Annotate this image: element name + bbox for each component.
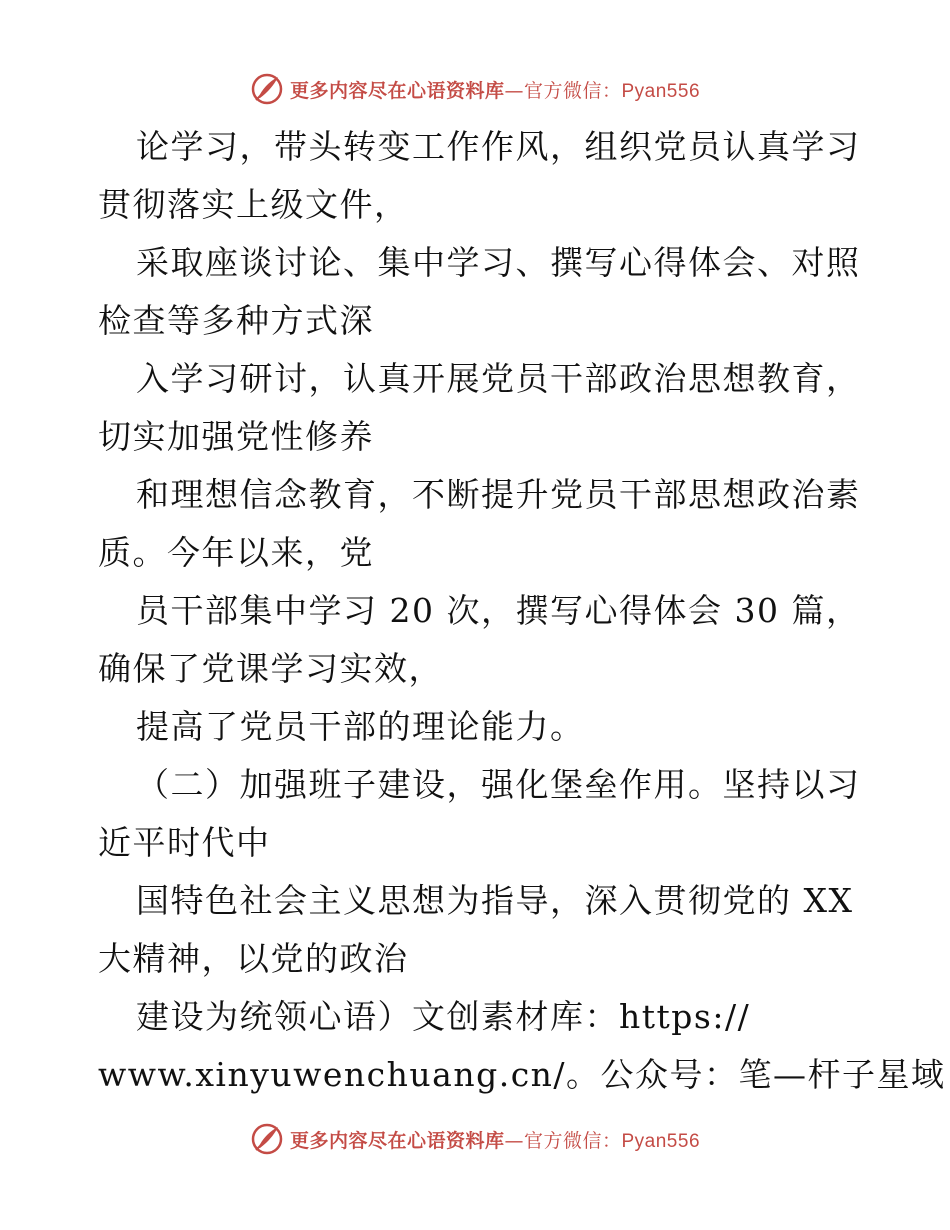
text-line: 员干部集中学习 20 次，撰写心得体会 30 篇， bbox=[136, 591, 861, 630]
text-line: 采取座谈讨论、集中学习、撰写心得体会、对照 bbox=[136, 243, 861, 282]
text-line: 提高了党员干部的理论能力。 bbox=[136, 707, 585, 746]
text-line: 和理想信念教育，不断提升党员干部思想政治素 bbox=[136, 475, 861, 514]
text-line: 建设为统领心语）文创素材库：https:// bbox=[136, 997, 751, 1036]
text-line: 国特色社会主义思想为指导，深入贯彻党的 XX bbox=[136, 881, 854, 920]
text-line: 入学习研讨，认真开展党员干部政治思想教育， bbox=[136, 359, 861, 398]
section-heading-line: （二）加强班子建设，强化堡垒作用。坚持以习 bbox=[136, 765, 861, 804]
text-line: 论学习，带头转变工作作风，组织党员认真学习 bbox=[136, 127, 861, 166]
watermark-text: 更多内容尽在心语资料库—官方微信：Pyan556 bbox=[289, 1129, 701, 1152]
text-line: 切实加强党性修养 bbox=[98, 417, 374, 456]
footer-watermark bbox=[0, 1122, 950, 1156]
text-line: 贯彻落实上级文件， bbox=[98, 185, 409, 224]
text-line: 质。今年以来，党 bbox=[98, 533, 374, 572]
document-body bbox=[98, 118, 946, 1104]
text-line: 大精神，以党的政治 bbox=[98, 939, 409, 978]
text-line: 近平时代中 bbox=[98, 823, 271, 862]
header-watermark bbox=[0, 72, 950, 106]
quill-pen-logo-icon bbox=[250, 72, 284, 106]
text-line: 检查等多种方式深 bbox=[98, 301, 374, 340]
quill-pen-logo-icon bbox=[250, 1122, 284, 1156]
text-line: www.xinyuwenchuang.cn/。公众号：笔—杆子星域 bbox=[98, 1055, 946, 1094]
text-line: 确保了党课学习实效， bbox=[98, 649, 443, 688]
watermark-text: 更多内容尽在心语资料库—官方微信：Pyan556 bbox=[289, 79, 701, 102]
